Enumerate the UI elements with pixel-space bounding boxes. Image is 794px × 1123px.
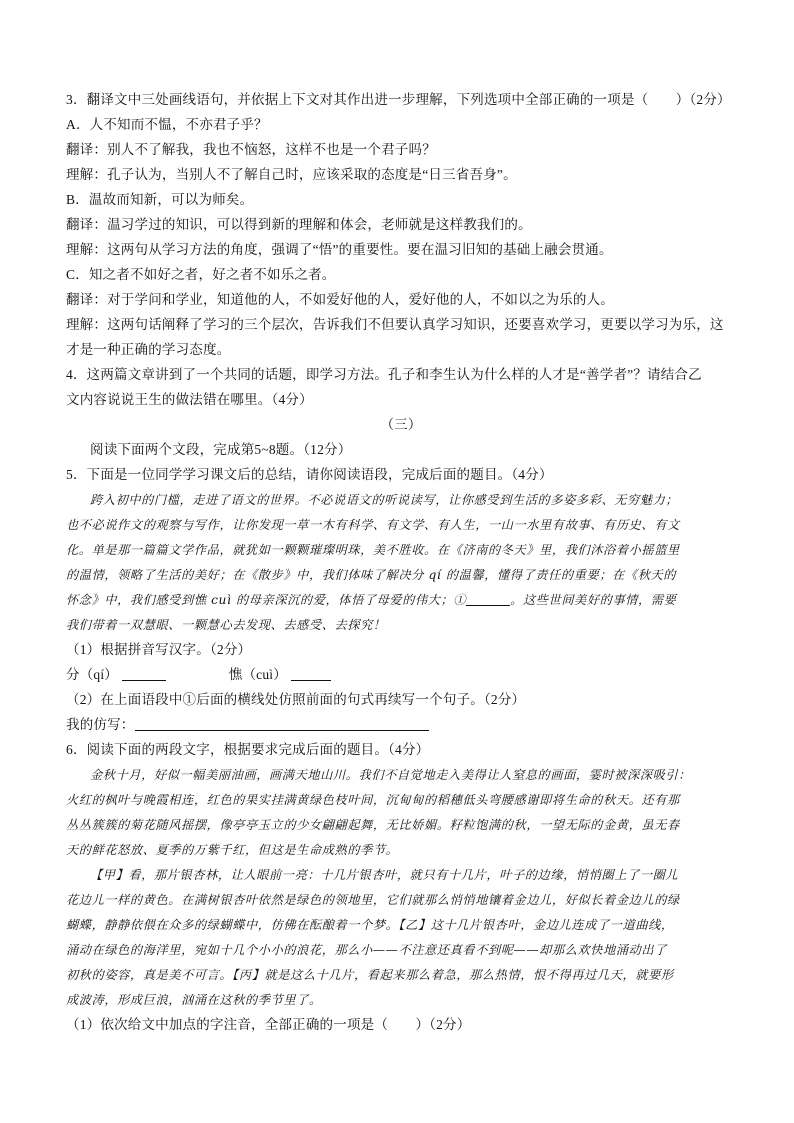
q6-para2-line: 花边儿一样的黄色。在满树银杏叶依然是绿色的领地里，它们就那么悄悄地镶着金边儿，好似长着金边儿的绿 [66, 893, 680, 907]
q5-passage-line-with-blank [66, 590, 736, 610]
pinyin-cui-blank[interactable] [291, 666, 331, 681]
q5-passage-line: 化。单是那一篇篇文学作品，就犹如一颗颗璀璨明珠，美不胜收。在《济南的冬天》里，我们沐浴着小摇篮里 [66, 543, 680, 557]
q6-para1-line: 天的鲜花怒放、夏季的万紫千红，但这是生命成熟的季节。 [66, 843, 399, 857]
q4-stem: 4．这两篇文章讲到了一个共同的话题，即学习方法。孔子和李生认为什么样的人才是“善学者”？请结合乙 [66, 367, 702, 382]
q5-passage-line: 我们带着一双慧眼、一颗慧心去发现、去感受、去探究！ [66, 618, 386, 632]
q5-passage-line: 跨入初中的门槛，走进了语文的世界。不必说语文的听说读写，让你感受到生活的多姿多彩、无穷魅力； [90, 493, 679, 507]
q5-sub2: （2）在上面语段中①后面的横线处仿照前面的句式再续写一个句子。（2分） [66, 692, 526, 707]
q3-option-b-understanding: 理解：这两句从学习方法的角度，强调了“悟”的重要性。要在温习旧知的基础上融会贯通。 [66, 242, 613, 257]
imitation-label: 我的仿写： [66, 717, 135, 732]
q6-para1-line: 火红的枫叶与晚霞相连，红色的果实挂满黄绿色枝叶间，沉甸甸的稻穗低头弯腰感谢即将生命的秋天。还有那 [66, 793, 680, 807]
q6-para2-line: 蝴蝶，静静依偎在众多的绿蝴蝶中，仿佛在酝酿着一个梦。【乙】这十几片银杏叶，金边儿连成了一道曲线， [66, 918, 674, 932]
q6-para1-line: 金秋十月，好似一幅美丽油画，画满天地山川。我们不自觉地走入美得让人窒息的画面，霎时被深深吸引： [90, 768, 692, 782]
q3-option-b: B．温故而知新，可以为师矣。 [66, 192, 254, 207]
q3-option-a: A．人不知而不愠，不亦君子乎？ [66, 117, 268, 132]
q3-option-c-understanding: 理解：这两句话阐释了学习的三个层次，告诉我们不但要认真学习知识，还要喜欢学习，更要以学习为乐，这 [66, 317, 724, 332]
section-heading: （三） [380, 417, 422, 432]
q5-passage-line: 也不必说作文的观察与写作，让你发现一草一木有科学、有文学、有人生，一山一水里有故事、有历史、有文 [66, 518, 680, 532]
q6-para1-line: 丛丛簇簇的菊花随风摇摆，像亭亭玉立的少女翩翩起舞，无比娇媚。籽粒饱满的秋，一望无际的金黄，虽无春 [66, 818, 680, 832]
q6-para2-line: 成波涛，形成巨浪，汹涌在这秋的季节里了。 [66, 993, 322, 1007]
q6-stem: 6．阅读下面的两段文字，根据要求完成后面的题目。（4分） [66, 742, 430, 757]
q4-stem-cont: 文内容说说王生的做法错在哪里。（4分） [66, 392, 313, 407]
q6-sub1: （1）依次给文中加点的字注音，全部正确的一项是（ ）（2分） [66, 1017, 471, 1032]
imitation-blank[interactable] [466, 591, 510, 606]
pinyin-cui-label: 憔（cuì） [228, 667, 287, 682]
pinyin-qi-blank[interactable] [122, 666, 166, 681]
q5-sub1: （1）根据拼音写汉字。（2分） [66, 642, 252, 657]
q3-option-c-translation: 翻译：对于学问和学业，知道他的人，不如爱好他的人，爱好他的人，不如以之为乐的人。 [66, 292, 614, 307]
pinyin-qi-label: 分（qí） [66, 667, 119, 682]
q5-passage-line: 的温情，领略了生活的美好；在《散步》中，我们体味了解决分 qí 的温馨，懂得了责任的重要；在《秋天的 [66, 568, 677, 582]
q3-option-a-understanding: 理解：孔子认为，当别人不了解自己时，应该采取的态度是“日三省吾身”。 [66, 167, 517, 182]
q3-option-b-translation: 翻译：温习学过的知识，可以得到新的理解和体会，老师就是这样教我们的。 [66, 217, 532, 232]
q6-para2-line: 涌动在绿色的海洋里，宛如十几个小小的浪花，那么小——不注意还真看不到呢——却那么欢快地涌动出了 [66, 943, 668, 957]
q5-stem: 5．下面是一位同学学习课文后的总结，请你阅读语段，完成后面的题目。（4分） [66, 467, 553, 482]
q5-sub2-answer [66, 715, 736, 735]
q5-passage-text: 怀念》中，我们感受到憔 cuì 的母亲深沉的爱，体悟了母爱的伟大；① [66, 593, 467, 607]
section-intro: 阅读下面两个文段，完成第5~8题。（12分） [90, 442, 352, 457]
q5-passage-tail: 。这些世间美好的事情，需要 [510, 593, 677, 607]
q3-option-a-translation: 翻译：别人不了解我，我也不恼怒，这样不也是一个君子吗？ [66, 142, 436, 157]
q3-option-c: C．知之者不如好之者，好之者不如乐之者。 [66, 267, 336, 282]
q6-para2-line: 初秋的姿容，真是美不可言。【丙】就是这么十几片，看起来那么着急，那么热情，恨不得再过几天，就要形 [66, 968, 674, 982]
q5-sub1-answers [66, 665, 736, 685]
q3-option-c-understanding-cont: 才是一种正确的学习态度。 [66, 342, 231, 357]
imitation-answer-line[interactable] [135, 716, 429, 731]
q6-para2-line: 【甲】看，那片银杏林，让人眼前一亮：十几片银杏叶，就只有十几片，叶子的边缘，悄悄圈上了一圈儿 [90, 868, 679, 882]
q3-stem: 3．翻译文中三处画线语句，并依据上下文对其作出进一步理解，下列选项中全部正确的一项是（ ）（2分） [66, 92, 731, 107]
